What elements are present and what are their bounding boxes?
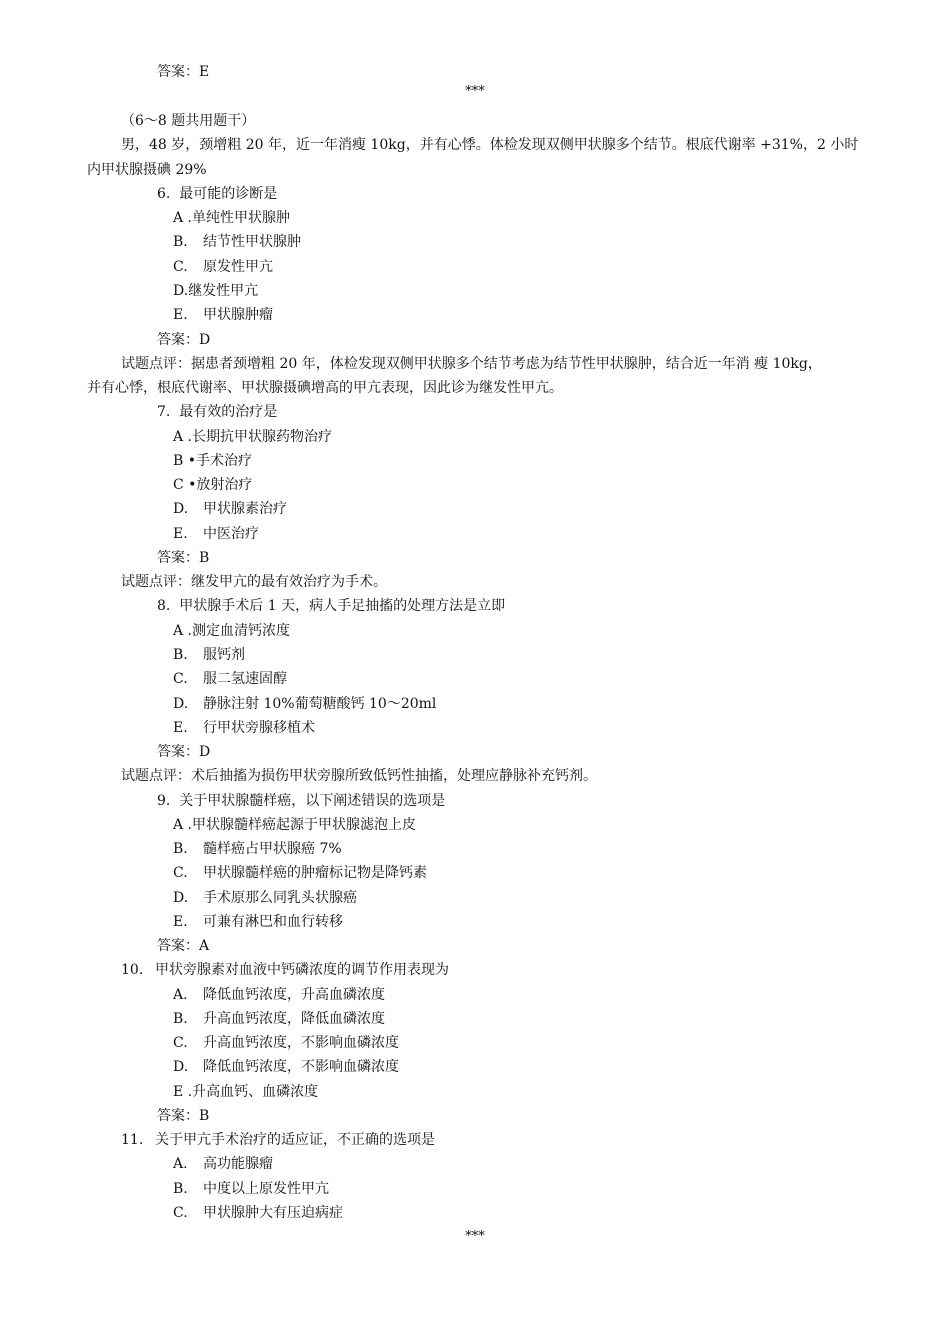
- question-number: 7.: [157, 404, 171, 420]
- option-text: 手术原那么同乳头状腺癌: [203, 890, 357, 906]
- question-number: 11.: [121, 1132, 144, 1148]
- group-header: （6〜8 题共用题干）: [121, 113, 256, 129]
- option-text: 中医治疗: [203, 526, 259, 542]
- question-text: 甲状旁腺素对血液中钙磷浓度的调节作用表现为: [155, 962, 449, 978]
- option-10c: [173, 1033, 399, 1053]
- option-text: 单纯性甲状腺肿: [192, 210, 291, 226]
- option-label: C.: [173, 865, 188, 881]
- question-number: 9.: [157, 793, 171, 809]
- option-label: C •: [173, 477, 197, 493]
- option-label: B.: [173, 234, 188, 250]
- question-11: [121, 1130, 435, 1150]
- stem-line-2: 内甲状腺摄碘 29%: [87, 162, 207, 178]
- option-label: E.: [173, 914, 188, 930]
- option-6d: [173, 281, 258, 301]
- option-text: 放射治疗: [196, 477, 253, 493]
- question-10: [121, 960, 449, 980]
- option-7a: [173, 427, 332, 447]
- question-number: 10.: [121, 962, 144, 978]
- option-text: 甲状腺素治疗: [203, 501, 287, 517]
- option-10d: [173, 1057, 399, 1077]
- option-8a: [173, 621, 290, 641]
- comment-7: 试题点评：继发甲亢的最有效治疗为手术。: [121, 574, 387, 590]
- option-11b: [173, 1179, 329, 1199]
- option-text: 继发性甲亢: [188, 283, 259, 299]
- option-label: C.: [173, 671, 188, 687]
- option-11c: [173, 1203, 343, 1223]
- option-10b: [173, 1009, 385, 1029]
- question-text: 最可能的诊断是: [179, 186, 278, 202]
- question-8: [157, 596, 505, 616]
- comment-6-line-2: 并有心悸，根底代谢率、甲状腺摄碘增高的甲亢表现，因此诊为继发性甲亢。: [87, 380, 563, 396]
- question-text: 关于甲亢手术治疗的适应证，不正确的选项是: [155, 1132, 435, 1148]
- option-9a: [173, 815, 416, 835]
- answer-previous: 答案：E: [157, 64, 210, 80]
- option-text: 服钙剂: [203, 647, 245, 663]
- option-7c: [173, 475, 252, 495]
- option-text: 升高血钙浓度，不影响血磷浓度: [203, 1035, 399, 1051]
- option-text: 降低血钙浓度，升高血磷浓度: [203, 987, 385, 1003]
- option-label: B •: [173, 453, 196, 469]
- question-7: [157, 402, 277, 422]
- option-text: 升高血钙浓度，降低血磷浓度: [203, 1011, 385, 1027]
- option-text: 原发性甲亢: [203, 259, 273, 275]
- option-9c: [173, 863, 427, 883]
- option-text: 结节性甲状腺肿: [203, 234, 301, 250]
- option-label: D.: [173, 501, 189, 517]
- option-label: B.: [173, 841, 188, 857]
- option-label: D.: [173, 283, 189, 299]
- option-label: A.: [173, 987, 188, 1003]
- option-11a: [173, 1154, 273, 1174]
- question-6: [157, 184, 277, 204]
- option-label: E.: [173, 307, 188, 323]
- option-9d: [173, 888, 357, 908]
- question-9: [157, 791, 445, 811]
- option-label: D.: [173, 696, 189, 712]
- option-text: 甲状腺髓样癌的肿瘤标记物是降钙素: [203, 865, 427, 881]
- option-label: C.: [173, 259, 188, 275]
- option-label: D.: [173, 1059, 189, 1075]
- comment-8: 试题点评：术后抽搐为损伤甲状旁腺所致低钙性抽搐，处理应静脉补充钙剂。: [121, 768, 597, 784]
- answer-10: 答案：B: [157, 1108, 210, 1124]
- option-label: C.: [173, 1205, 188, 1221]
- separator-bottom: ***: [465, 1229, 485, 1244]
- option-label: E.: [173, 526, 188, 542]
- question-number: 8.: [157, 598, 171, 614]
- option-label: E.: [173, 720, 188, 736]
- option-text: 长期抗甲状腺药物治疗: [192, 429, 333, 445]
- option-6b: [173, 232, 301, 252]
- question-text: 最有效的治疗是: [179, 404, 278, 420]
- answer-8: 答案：D: [157, 744, 211, 760]
- option-label: B.: [173, 1181, 188, 1197]
- option-text: 降低血钙浓度，不影响血磷浓度: [203, 1059, 399, 1075]
- comment-6-line-1: 试题点评：据患者颈增粗 20 年，体检发现双侧甲状腺多个结节考虑为结节性甲状腺肿，结合近一年消 瘦 10kg，: [121, 356, 822, 372]
- option-8b: [173, 645, 245, 665]
- option-text: 高功能腺瘤: [203, 1156, 273, 1172]
- option-6e: [173, 305, 273, 325]
- option-text: 行甲状旁腺移植术: [203, 720, 315, 736]
- option-text: 甲状腺髓样癌起源于甲状腺滤泡上皮: [192, 817, 417, 833]
- option-8e: [173, 718, 315, 738]
- option-8c: [173, 669, 287, 689]
- option-7b: [173, 451, 252, 471]
- option-text: 甲状腺肿大有压迫病症: [203, 1205, 343, 1221]
- option-label: D.: [173, 890, 189, 906]
- option-text: 髓样癌占甲状腺癌 7%: [203, 841, 342, 857]
- option-label: A.: [173, 1156, 188, 1172]
- option-text: 中度以上原发性甲亢: [203, 1181, 329, 1197]
- option-9e: [173, 912, 343, 932]
- option-label: E .: [173, 1084, 193, 1100]
- option-text: 升高血钙、血磷浓度: [192, 1084, 319, 1100]
- option-7d: [173, 499, 287, 519]
- separator-top: ***: [465, 84, 485, 99]
- stem-line-1: 男，48 岁，颈增粗 20 年，近一年消瘦 10kg，并有心悸。体检发现双侧甲状腺多个结节。根底代谢率 +31%，2 小时: [121, 137, 859, 153]
- option-10e: [173, 1082, 318, 1102]
- option-label: A .: [173, 817, 193, 833]
- option-text: 甲状腺肿瘤: [203, 307, 273, 323]
- answer-7: 答案：B: [157, 550, 210, 566]
- option-text: 静脉注射 10%葡萄糖酸钙 10〜20ml: [203, 696, 437, 712]
- option-8d: [173, 694, 436, 714]
- option-label: A .: [173, 210, 193, 226]
- option-label: C.: [173, 1035, 188, 1051]
- option-6a: [173, 208, 290, 228]
- question-text: 关于甲状腺髓样癌，以下阐述错误的选项是: [179, 793, 446, 809]
- question-text: 甲状腺手术后 1 天，病人手足抽搐的处理方法是立即: [179, 598, 506, 614]
- option-6c: [173, 257, 273, 277]
- option-label: A .: [173, 623, 193, 639]
- answer-6: 答案：D: [157, 332, 211, 348]
- option-9b: [173, 839, 342, 859]
- option-text: 测定血清钙浓度: [192, 623, 291, 639]
- option-label: B.: [173, 647, 188, 663]
- option-text: 手术治疗: [196, 453, 252, 469]
- option-label: A .: [173, 429, 193, 445]
- option-7e: [173, 524, 259, 544]
- answer-9: 答案：A: [157, 938, 210, 954]
- question-number: 6.: [157, 186, 171, 202]
- option-10a: [173, 985, 385, 1005]
- option-text: 服二氢速固醇: [203, 671, 287, 687]
- option-text: 可兼有淋巴和血行转移: [203, 914, 343, 930]
- option-label: B.: [173, 1011, 188, 1027]
